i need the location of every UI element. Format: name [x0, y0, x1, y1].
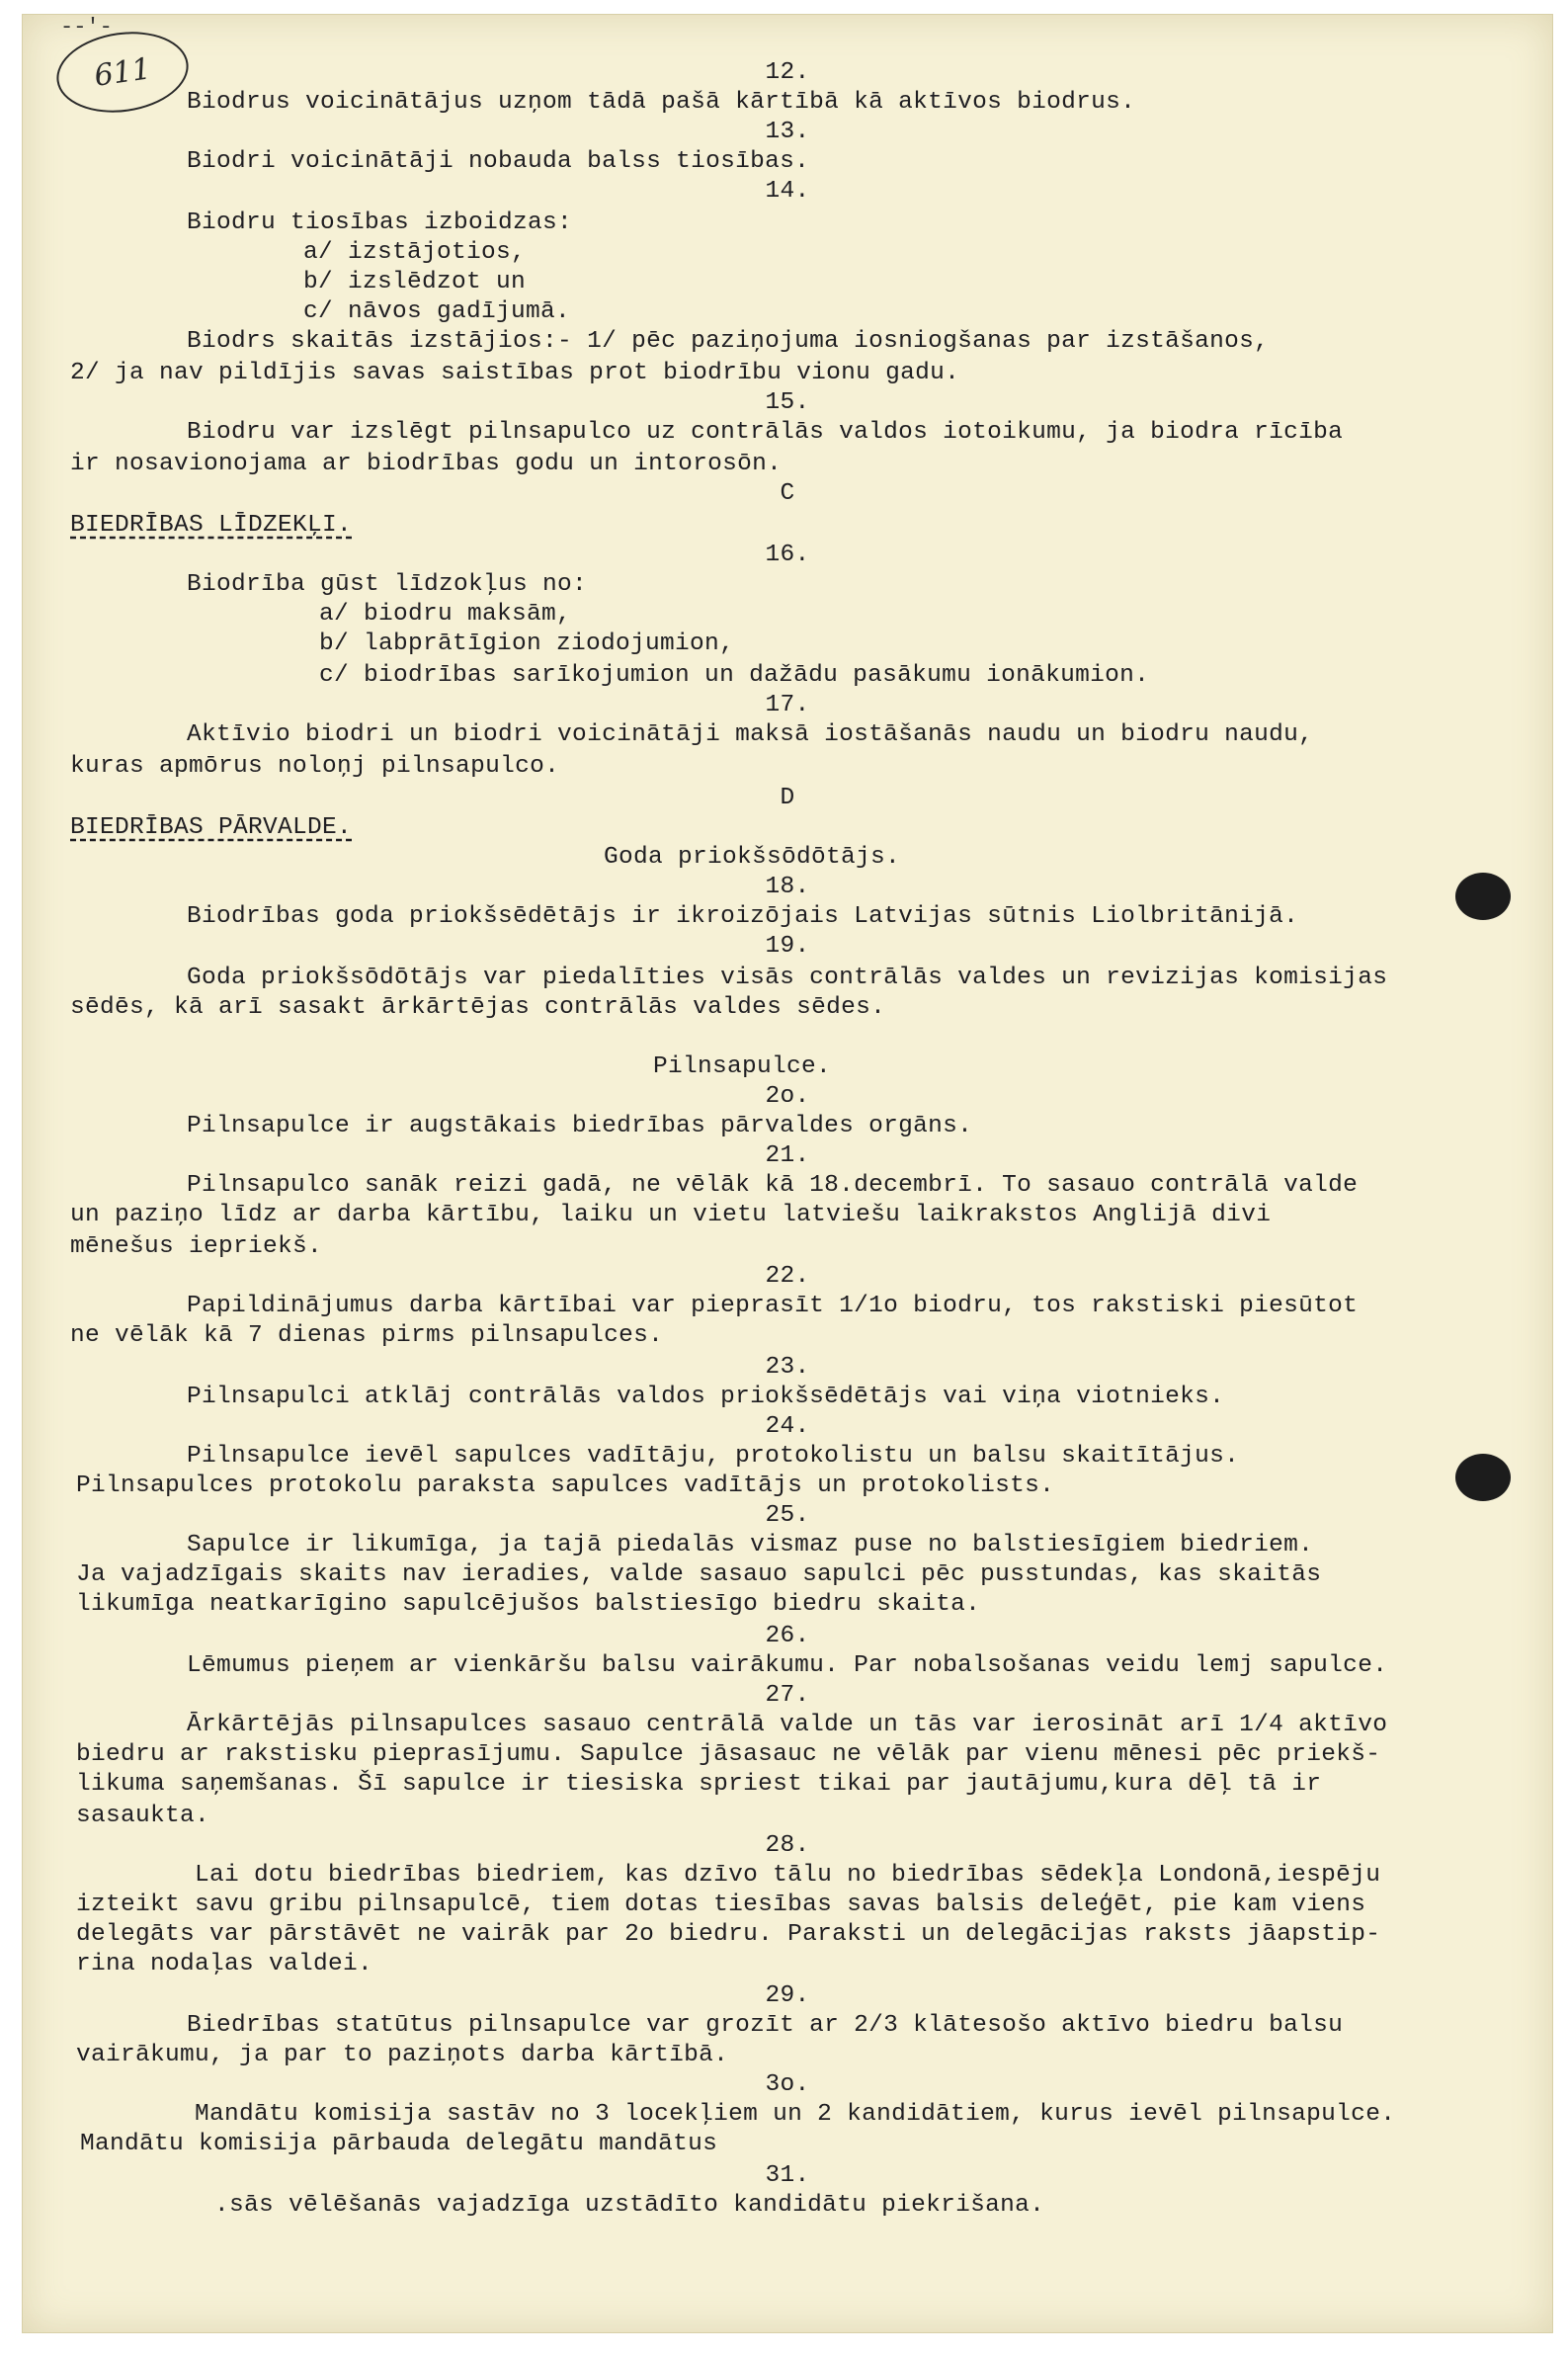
- text-line: Pilnsapulce ievēl sapulces vadītāju, protokolistu un balsu skaitītājus.: [187, 1443, 1240, 1470]
- text-line: c/ biodrības sarīkojumion un dažādu pasākumu ionākumion.: [319, 662, 1150, 689]
- text-line: Ārkārtējās pilnsapulces sasauo centrālā valde un tās var ierosināt arī 1/4 aktīvo: [187, 1712, 1388, 1738]
- text-line: Aktīvio biodri un biodri voicinātāji maksā iostāšanās naudu un biodru naudu,: [187, 721, 1314, 748]
- section-number: 16.: [765, 542, 810, 568]
- text-line: b/ izslēdzot un: [303, 269, 527, 295]
- section-number: C: [780, 480, 795, 507]
- text-line: Pilnsapulce.: [653, 1053, 832, 1080]
- text-line: sasaukta.: [76, 1803, 210, 1829]
- section-number: 22.: [765, 1263, 810, 1290]
- text-line: vairākumu, ja par to paziņots darba kārtībā.: [76, 2042, 729, 2068]
- section-number: 26.: [765, 1623, 810, 1649]
- text-line: b/ labprātīgion ziodojumion,: [319, 631, 735, 657]
- document-page: [22, 14, 1553, 2333]
- text-line: Biodru tiosības izboidzas:: [187, 210, 573, 236]
- section-number: 27.: [765, 1682, 810, 1709]
- section-number: 23.: [765, 1354, 810, 1381]
- section-number: 3o.: [765, 2071, 810, 2098]
- section-number: D: [780, 785, 795, 811]
- text-line: izteikt savu gribu pilnsapulcē, tiem dotas tiesības savas balsis deleģēt, pie kam viens: [76, 1892, 1366, 1918]
- text-line: ir nosavionojama ar biodrības godu un intorosōn.: [70, 451, 783, 477]
- text-line: Pilnsapulci atklāj contrālās valdos priokšsēdētājs vai viņa viotnieks.: [187, 1384, 1225, 1410]
- text-line: .sās vēlēšanās vajadzīga uzstādīto kandidātu piekrišana.: [214, 2192, 1045, 2219]
- text-line: likumīga neatkarīgino sapulcējušos balstiesīgo biedru skaita.: [76, 1591, 981, 1618]
- text-line: un paziņo līdz ar darba kārtību, laiku un vietu latviešu laikrakstos Anglijā divi: [70, 1202, 1272, 1228]
- section-number: 19.: [765, 933, 810, 960]
- text-line: likuma saņemšanas. Šī sapulce ir tiesiska spriest tikai par jautājumu,kura dēļ tā ir: [76, 1771, 1322, 1798]
- punch-hole-lower: [1455, 1454, 1511, 1501]
- text-line: Sapulce ir likumīga, ja tajā piedalās vismaz puse no balstiesīgiem biedriem.: [187, 1532, 1314, 1558]
- section-number: 12.: [765, 59, 810, 86]
- text-line: Pilnsapulco sanāk reizi gadā, ne vēlāk kā 18.decembrī. To sasauo contrālā valde: [187, 1172, 1359, 1199]
- text-line: Lai dotu biedrības biedriem, kas dzīvo tālu no biedrības sēdekļa Londonā,iespēju: [195, 1862, 1381, 1889]
- section-number: 14.: [765, 178, 810, 205]
- text-line: Biodru var izslēgt pilnsapulco uz contrālās valdos iotoikumu, ja biodra rīcība: [187, 419, 1344, 446]
- text-line: Goda priokšsōdōtājs var piedalīties visās contrālās valdes un revizijas komisijas: [187, 965, 1388, 991]
- section-heading: BIEDRĪBAS PĀRVALDE.: [70, 814, 353, 841]
- text-line: Lēmumus pieņem ar vienkāršu balsu vairākumu. Par nobalsošanas veidu lemj sapulce.: [187, 1652, 1388, 1679]
- text-line: 2/ ja nav pildījis savas saistības prot biodrību vionu gadu.: [70, 360, 960, 386]
- text-line: a/ izstājotios,: [303, 239, 527, 266]
- section-number: 29.: [765, 1982, 810, 2009]
- text-line: Pilnsapulces protokolu paraksta sapulces vadītājs un protokolists.: [76, 1472, 1055, 1499]
- section-number: 13.: [765, 119, 810, 145]
- text-line: Biodrība gūst līdzokļus no:: [187, 571, 588, 598]
- text-line: Goda priokšsōdōtājs.: [604, 844, 901, 871]
- text-line: mēnešus iepriekš.: [70, 1233, 323, 1260]
- text-line: Biodrs skaitās izstājios:- 1/ pēc paziņojuma iosniogšanas par izstāšanos,: [187, 328, 1270, 355]
- text-line: Biodrības goda priokšsēdētājs ir ikroizōjais Latvijas sūtnis Liolbritānijā.: [187, 903, 1299, 930]
- text-line: delegāts var pārstāvēt ne vairāk par 2o biedru. Paraksti un delegācijas raksts jāapstip-: [76, 1921, 1381, 1948]
- section-number: 15.: [765, 389, 810, 416]
- section-number: 21.: [765, 1142, 810, 1169]
- text-line: Biedrības statūtus pilnsapulce var grozīt ar 2/3 klātesošo aktīvo biedru balsu: [187, 2012, 1344, 2039]
- section-number: 31.: [765, 2162, 810, 2189]
- stamp-text: 611: [92, 50, 153, 94]
- corner-mark: --'-: [60, 15, 113, 40]
- text-line: Ja vajadzīgais skaits nav ieradies, valde sasauo sapulci pēc pusstundas, kas skaitās: [76, 1561, 1322, 1588]
- text-line: biedru ar rakstisku pieprasījumu. Sapulce jāsasauc ne vēlāk par vienu mēnesi pēc priekš-: [76, 1741, 1381, 1768]
- section-number: 2o.: [765, 1083, 810, 1110]
- text-line: Pilnsapulce ir augstākais biedrības pārvaldes orgāns.: [187, 1113, 973, 1139]
- text-line: a/ biodru maksām,: [319, 601, 572, 628]
- text-line: c/ nāvos gadījumā.: [303, 298, 571, 325]
- section-number: 17.: [765, 692, 810, 718]
- text-line: kuras apmōrus noloņj pilnsapulco.: [70, 753, 560, 780]
- text-line: ne vēlāk kā 7 dienas pirms pilnsapulces.: [70, 1322, 664, 1349]
- section-number: 25.: [765, 1502, 810, 1529]
- text-line: rina nodaļas valdei.: [76, 1951, 373, 1977]
- section-number: 28.: [765, 1832, 810, 1859]
- section-number: 24.: [765, 1413, 810, 1440]
- section-heading: BIEDRĪBAS LĪDZEKĻI.: [70, 512, 353, 539]
- text-line: Mandātu komisija sastāv no 3 locekļiem un 2 kandidātiem, kurus ievēl pilnsapulce.: [195, 2101, 1396, 2128]
- text-line: Papildinājumus darba kārtībai var pieprasīt 1/1o biodru, tos rakstiski piesūtot: [187, 1293, 1359, 1319]
- section-number: 18.: [765, 874, 810, 900]
- text-line: sēdēs, kā arī sasakt ārkārtējas contrālās valdes sēdes.: [70, 994, 886, 1021]
- text-line: Mandātu komisija pārbauda delegātu mandātus: [80, 2131, 718, 2157]
- text-line: Biodrus voicinātājus uzņom tādā pašā kārtībā kā aktīvos biodrus.: [187, 89, 1136, 116]
- punch-hole-upper: [1455, 873, 1511, 920]
- text-line: Biodri voicinātāji nobauda balss tiosības.: [187, 148, 810, 175]
